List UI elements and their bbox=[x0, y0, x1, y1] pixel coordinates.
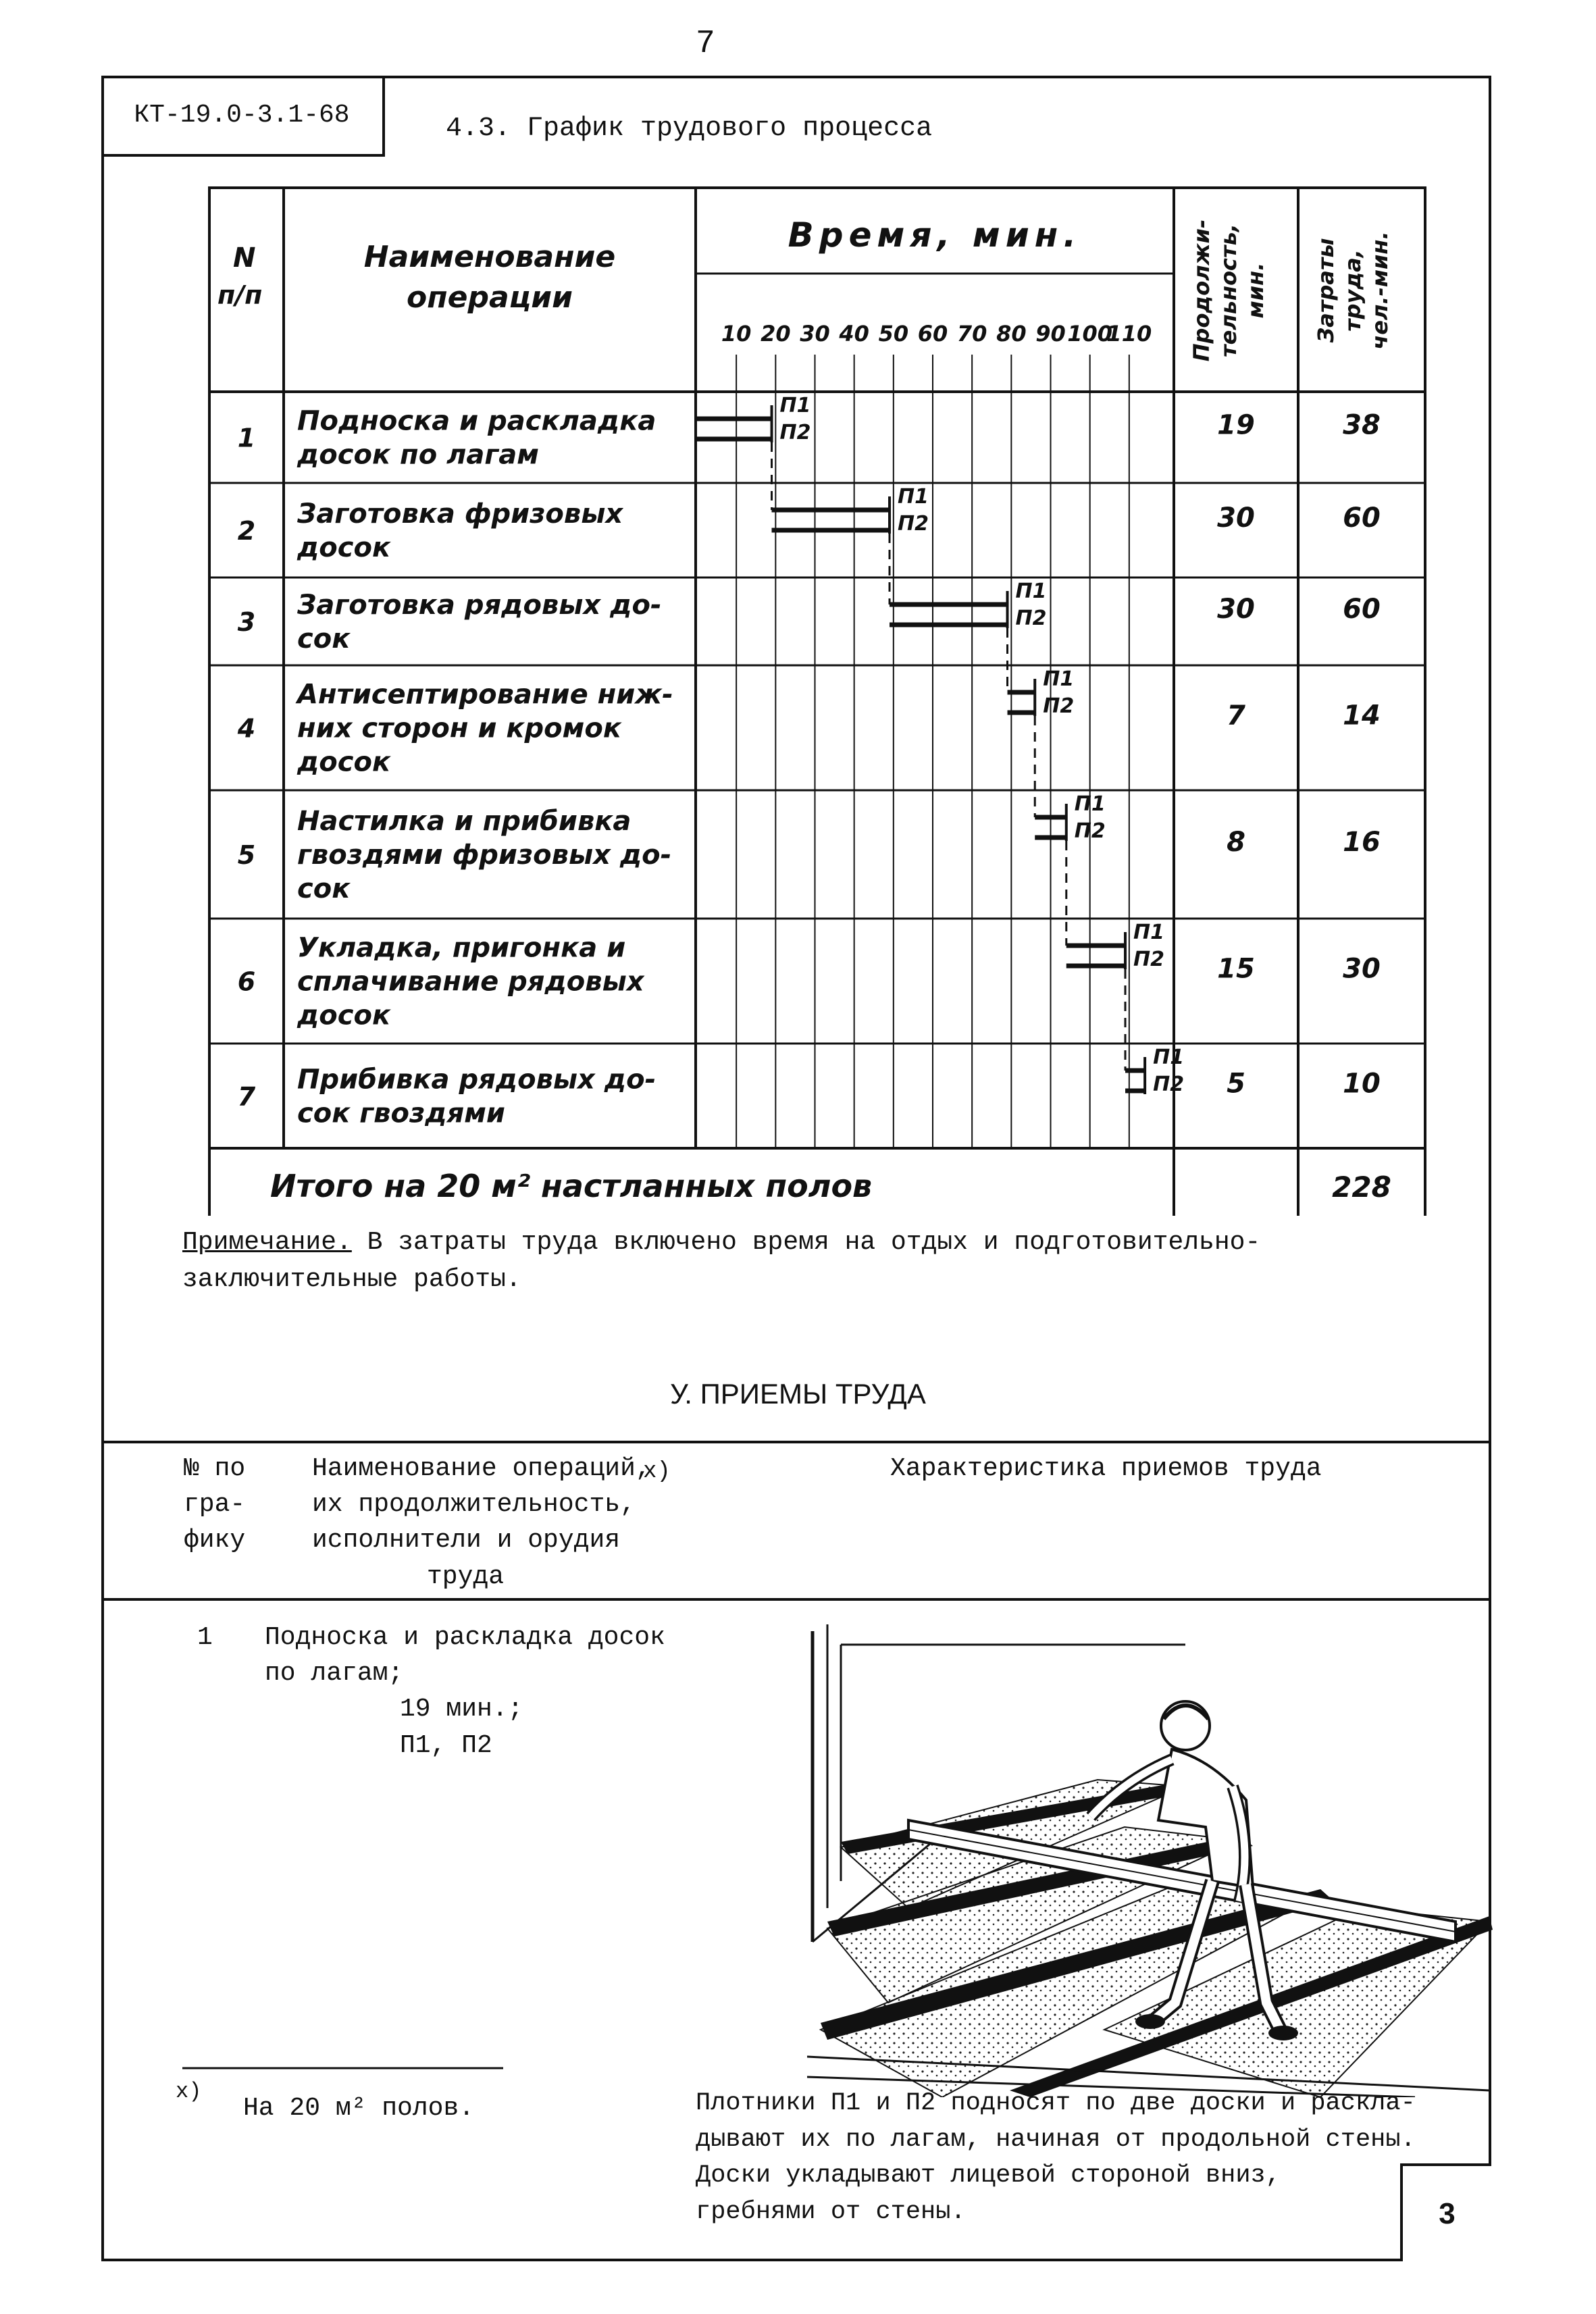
header-name: Наименование bbox=[363, 240, 616, 274]
techniques-description: Плотники П1 и П2 подносят по две доски и раскла- дывают их по лагам, начиная от продольной стены. Доски укладывают лицевой стороной вниз, гребнями от стены. bbox=[696, 2089, 1416, 2226]
header-labor: Затраты bbox=[1313, 238, 1339, 343]
section-title: 4.3. График трудового процесса bbox=[446, 113, 933, 144]
row-operation-name: Антисептирование ниж- bbox=[297, 679, 673, 711]
row-num: 4 bbox=[237, 713, 256, 744]
row-labor: 60 bbox=[1343, 594, 1381, 625]
row-labor: 30 bbox=[1343, 953, 1381, 985]
header-duration: тельность, bbox=[1216, 224, 1241, 357]
floor-laying-illustration bbox=[807, 1624, 1496, 2097]
row-operation-name: них сторон и кромок bbox=[297, 713, 621, 744]
row-operation-name: Укладка, пригонка и bbox=[297, 932, 626, 964]
time-tick-label: 60 bbox=[917, 321, 948, 346]
gantt-worker-label: П2 bbox=[1133, 948, 1165, 971]
gantt-worker-label: П1 bbox=[898, 485, 929, 509]
time-tick-label: 50 bbox=[878, 321, 909, 346]
gantt-worker-label: П2 bbox=[1074, 819, 1106, 843]
techniques-row-name: Подноска и раскладка досок по лагам; 19 мин.; П1, П2 bbox=[265, 1620, 697, 1764]
header-duration: Продолжи- bbox=[1189, 219, 1214, 362]
time-tick-label: 70 bbox=[956, 321, 987, 346]
row-operation-name: досок bbox=[297, 532, 391, 563]
header-time: Время, мин. bbox=[788, 215, 1082, 255]
techniques-header-num: № по гра- фику bbox=[184, 1454, 246, 1555]
row-operation-name: досок bbox=[297, 746, 391, 778]
gantt-worker-label: П2 bbox=[1153, 1073, 1185, 1096]
row-num: 3 bbox=[237, 607, 256, 637]
techniques-header-characteristics: Характеристика приемов труда bbox=[890, 1454, 1322, 1483]
row-operation-name: досок bbox=[297, 1000, 391, 1031]
gantt-worker-label: П2 bbox=[898, 512, 929, 536]
note-text: В затраты труда включено время на отдых и подготовительно-заключительные работы. bbox=[182, 1228, 1261, 1295]
header-num: N bbox=[233, 242, 256, 274]
row-operation-name: Прибивка рядовых до- bbox=[297, 1064, 657, 1096]
row-labor: 14 bbox=[1343, 700, 1381, 731]
time-tick-label: 90 bbox=[1035, 321, 1066, 346]
row-duration: 19 bbox=[1217, 409, 1255, 441]
row-operation-name: досок по лагам bbox=[297, 439, 539, 471]
row-num: 7 bbox=[237, 1081, 256, 1112]
techniques-header-name: Наименование операций, их продолжительность, исполнители и орудия труда bbox=[312, 1454, 651, 1591]
header-duration: мин. bbox=[1243, 262, 1268, 319]
row-labor: 60 bbox=[1343, 503, 1381, 534]
row-operation-name: гвоздями фризовых до- bbox=[297, 840, 672, 871]
row-duration: 15 bbox=[1217, 953, 1255, 985]
time-tick-label: 80 bbox=[996, 321, 1027, 346]
row-operation-name: Заготовка фризовых bbox=[297, 498, 623, 530]
row-operation-name: Настилка и прибивка bbox=[297, 806, 632, 837]
row-operation-name: сок bbox=[297, 873, 351, 904]
corner-number: 3 bbox=[1400, 2163, 1491, 2261]
time-tick-label: 20 bbox=[761, 321, 791, 346]
total-label: Итого на 20 м² настланных полов bbox=[270, 1168, 873, 1204]
gantt-worker-label: П1 bbox=[779, 394, 811, 417]
header-num: п/п bbox=[217, 280, 263, 310]
row-duration: 7 bbox=[1227, 700, 1245, 731]
techniques-row-workers: П1, П2 bbox=[400, 1730, 492, 1760]
row-num: 2 bbox=[237, 516, 256, 546]
techniques-header-mark: х) bbox=[643, 1459, 671, 1485]
footnote-text: На 20 м² полов. bbox=[243, 2094, 475, 2123]
header-name: операции bbox=[407, 280, 573, 315]
gantt-worker-label: П1 bbox=[1153, 1046, 1185, 1069]
row-num: 5 bbox=[237, 840, 256, 870]
gantt-worker-label: П1 bbox=[1074, 792, 1106, 816]
time-tick-label: 10 bbox=[721, 321, 752, 346]
time-tick-label: 100 bbox=[1067, 321, 1113, 346]
time-tick-label: 40 bbox=[839, 321, 869, 346]
row-duration: 8 bbox=[1227, 827, 1245, 858]
document-code: КТ-19.0-3.1-68 bbox=[101, 76, 385, 157]
time-tick-label: 30 bbox=[800, 321, 830, 346]
gantt-worker-label: П1 bbox=[1015, 580, 1047, 603]
row-num: 6 bbox=[237, 967, 256, 997]
footnote-mark: х) bbox=[176, 2079, 202, 2104]
gantt-worker-label: П2 bbox=[779, 421, 811, 444]
page-number: 7 bbox=[696, 26, 715, 62]
row-labor: 16 bbox=[1343, 827, 1381, 858]
row-operation-name: Заготовка рядовых до- bbox=[297, 590, 662, 621]
gantt-worker-label: П2 bbox=[1015, 607, 1047, 630]
time-tick-label: 110 bbox=[1106, 321, 1152, 346]
row-duration: 5 bbox=[1227, 1068, 1245, 1100]
row-operation-name: сок гвоздями bbox=[297, 1098, 505, 1129]
section-v-title: У. ПРИЕМЫ ТРУДА bbox=[670, 1378, 926, 1410]
row-duration: 30 bbox=[1217, 503, 1255, 534]
row-num: 1 bbox=[237, 423, 256, 453]
gantt-worker-label: П1 bbox=[1133, 921, 1165, 944]
techniques-row-num: 1 bbox=[197, 1623, 213, 1652]
gantt-worker-label: П1 bbox=[1043, 667, 1075, 691]
row-operation-name: Подноска и раскладка bbox=[297, 405, 657, 437]
gantt-worker-label: П2 bbox=[1043, 694, 1075, 718]
row-labor: 10 bbox=[1343, 1068, 1381, 1100]
row-duration: 30 bbox=[1217, 594, 1255, 625]
row-labor: 38 bbox=[1343, 409, 1381, 441]
note-label: Примечание. bbox=[182, 1228, 352, 1257]
total-value: 228 bbox=[1332, 1171, 1391, 1204]
row-operation-name: сплачивание рядовых bbox=[297, 966, 644, 998]
row-operation-name: сок bbox=[297, 623, 351, 654]
header-labor: чел.-мин. bbox=[1367, 231, 1393, 350]
techniques-row-duration: 19 мин.; bbox=[400, 1695, 523, 1724]
header-labor: труда, bbox=[1340, 249, 1366, 332]
